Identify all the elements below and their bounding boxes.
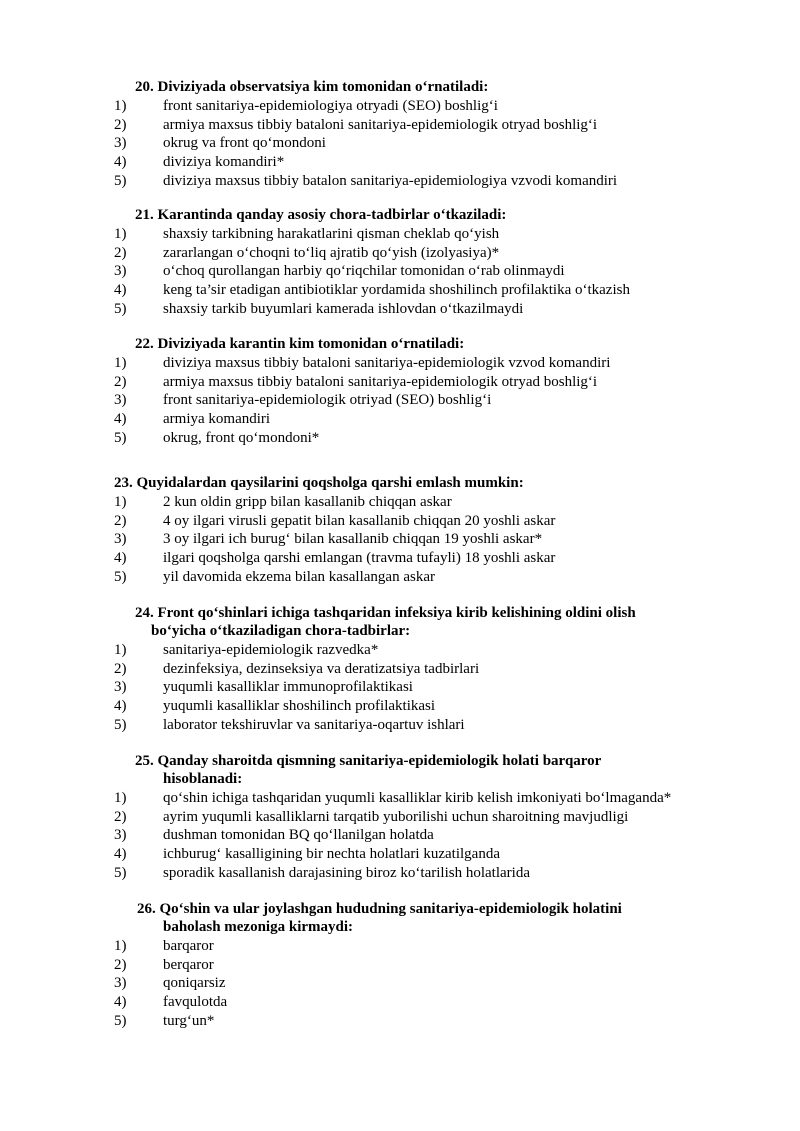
option-number: 4) [114,282,127,299]
option-text: qoniqarsiz [163,975,226,992]
answer-option [0,153,800,172]
option-text: diviziya maxsus tibbiy bataloni sanitariya-epidemiologik vzvod komandiri [163,355,611,371]
question-title-line: hisoblanadi: [163,771,243,787]
answer-option [0,974,800,993]
question-24 [0,604,800,734]
option-text: shaxsiy tarkib buyumlari kamerada ishlovdan o‘tkazilmaydi [163,300,524,317]
option-text: keng ta’sir etadigan antibiotiklar yordamida shoshilinch profilaktika o‘tkazish [163,282,630,299]
option-number: 2) [114,808,127,825]
answer-option [0,549,800,568]
option-text: zararlangan o‘choqni to‘liq ajratib qo‘yish (izolyasiya)* [163,244,500,261]
option-text: armiya maxsus tibbiy bataloni sanitariya-epidemiologik otryad boshlig‘i [163,116,598,133]
question-title [0,335,800,353]
answer-option [0,826,800,845]
answer-option [0,172,800,191]
option-number: 5) [114,1012,127,1029]
question-title [0,78,800,96]
option-text: ayrim yuqumli kasalliklarni tarqatib yuborilishi uchun sharoitning mavjudligi [163,808,629,825]
option-text: diviziya maxsus tibbiy batalon sanitariya-epidemiologiya vzvodi komandiri [163,172,618,189]
option-text: 4 oy ilgari virusli gepatit bilan kasallanib chiqqan 20 yoshli askar [163,512,556,529]
question-title [0,474,800,492]
option-text: dezinfeksiya, dezinseksiya va deratizatsiya tadbirlari [163,660,480,677]
answer-option [0,493,800,512]
option-text: favqulotda [163,994,228,1011]
question-title [0,604,800,640]
answer-option [0,281,800,300]
answer-option [0,993,800,1012]
option-text: armiya komandiri [163,411,271,428]
option-text: front sanitariya-epidemiologik otriyad (SEO) boshlig‘i [163,392,492,409]
option-number: 1) [114,355,127,371]
option-number: 2) [114,373,127,390]
option-text: okrug va front qo‘mondoni [163,135,326,152]
option-number: 4) [114,154,127,171]
answer-option [0,864,800,883]
option-number: 3) [114,392,127,409]
answer-option [0,512,800,531]
question-22 [0,335,800,447]
answer-option [0,937,800,956]
question-title [0,752,800,788]
answer-option [0,97,800,116]
option-number: 1) [114,226,127,242]
option-text: dushman tomonidan BQ qo‘llanilgan holatda [163,827,434,844]
option-text: yuqumli kasalliklar immunoprofilaktikasi [163,679,413,696]
option-text: 2 kun oldin gripp bilan kasallanib chiqqan askar [163,494,452,510]
question-title-line: 20. Diviziyada observatsiya kim tomonidan o‘rnatiladi: [135,79,489,95]
answer-option [0,116,800,135]
option-text: shaxsiy tarkibning harakatlarini qisman cheklab qo‘yish [163,226,500,242]
option-number: 5) [114,429,127,446]
question-21 [0,206,800,318]
option-number: 3) [114,679,127,696]
option-number: 3) [114,827,127,844]
answer-option [0,391,800,410]
question-26 [0,900,800,1030]
option-number: 2) [114,956,127,973]
answer-option [0,568,800,587]
question-25 [0,752,800,882]
option-number: 5) [114,864,127,881]
answer-option [0,678,800,697]
option-number: 2) [114,512,127,529]
answer-option [0,373,800,392]
option-number: 4) [114,698,127,715]
question-20 [0,78,800,190]
option-text: qo‘shin ichiga tashqaridan yuqumli kasalliklar kirib kelish imkoniyati bo‘lmaganda* [163,790,672,806]
option-number: 5) [114,300,127,317]
option-number: 1) [114,790,127,806]
option-number: 5) [114,172,127,189]
option-number: 3) [114,531,127,548]
option-number: 4) [114,994,127,1011]
question-title-line: bo‘yicha o‘tkaziladigan chora-tadbirlar: [151,623,411,639]
option-number: 1) [114,98,127,114]
question-title-line: 25. Qanday sharoitda qismning sanitariya-epidemiologik holati barqaror [135,753,602,769]
option-text: 3 oy ilgari ich burug‘ bilan kasallanib chiqqan 19 yoshli askar* [163,531,543,548]
question-title-line: 23. Quyidalardan qaysilarini qoqsholga qarshi emlash mumkin: [114,475,524,491]
question-title [0,900,800,936]
answer-option [0,1012,800,1031]
option-number: 1) [114,642,127,658]
answer-option [0,789,800,808]
option-number: 3) [114,263,127,280]
answer-option [0,244,800,263]
option-text: yuqumli kasalliklar shoshilinch profilaktikasi [163,698,436,715]
question-title-line: 21. Karantinda qanday asosiy chora-tadbirlar o‘tkaziladi: [135,207,507,223]
option-number: 2) [114,244,127,261]
option-number: 4) [114,550,127,567]
option-number: 3) [114,975,127,992]
option-text: ilgari qoqsholga qarshi emlangan (travma tufayli) 18 yoshli askar [163,550,556,567]
answer-option [0,262,800,281]
answer-option [0,134,800,153]
option-text: diviziya komandiri* [163,154,285,171]
option-number: 4) [114,846,127,863]
answer-option [0,641,800,660]
answer-option [0,429,800,448]
answer-option [0,716,800,735]
question-title-line: 26. Qo‘shin va ular joylashgan hududning sanitariya-epidemiologik holatini [137,901,622,917]
question-title-line: baholash mezoniga kirmaydi: [163,919,354,935]
question-title-line: 24. Front qo‘shinlari ichiga tashqaridan infeksiya kirib kelishining oldini olish [135,605,636,621]
option-text: turg‘un* [163,1012,215,1029]
answer-option [0,225,800,244]
option-number: 4) [114,411,127,428]
question-title-line: 22. Diviziyada karantin kim tomonidan o‘rnatiladi: [135,336,465,352]
option-text: front sanitariya-epidemiologiya otryadi (SEO) boshlig‘i [163,98,498,114]
option-number: 5) [114,716,127,733]
answer-option [0,845,800,864]
option-text: laborator tekshiruvlar va sanitariya-oqartuv ishlari [163,716,465,733]
answer-option [0,697,800,716]
option-text: yil davomida ekzema bilan kasallangan askar [163,568,435,585]
answer-option [0,354,800,373]
option-number: 1) [114,938,127,954]
question-title [0,206,800,224]
option-number: 5) [114,568,127,585]
option-text: okrug, front qo‘mondoni* [163,429,320,446]
option-text: berqaror [163,956,214,973]
answer-option [0,660,800,679]
answer-option [0,808,800,827]
answer-option [0,410,800,429]
option-text: sporadik kasallanish darajasining biroz ko‘tarilish holatlarida [163,864,530,881]
answer-option [0,530,800,549]
option-text: armiya maxsus tibbiy bataloni sanitariya-epidemiologik otryad boshlig‘i [163,373,598,390]
option-text: sanitariya-epidemiologik razvedka* [163,642,379,658]
option-text: o‘choq qurollangan harbiy qo‘riqchilar tomonidan o‘rab olinmaydi [163,263,565,280]
option-number: 1) [114,494,127,510]
option-text: ichburug‘ kasalligining bir nechta holatlari kuzatilganda [163,846,500,863]
question-23 [0,474,800,586]
answer-option [0,956,800,975]
option-number: 2) [114,116,127,133]
answer-option [0,300,800,319]
option-number: 3) [114,135,127,152]
option-number: 2) [114,660,127,677]
option-text: barqaror [163,938,214,954]
